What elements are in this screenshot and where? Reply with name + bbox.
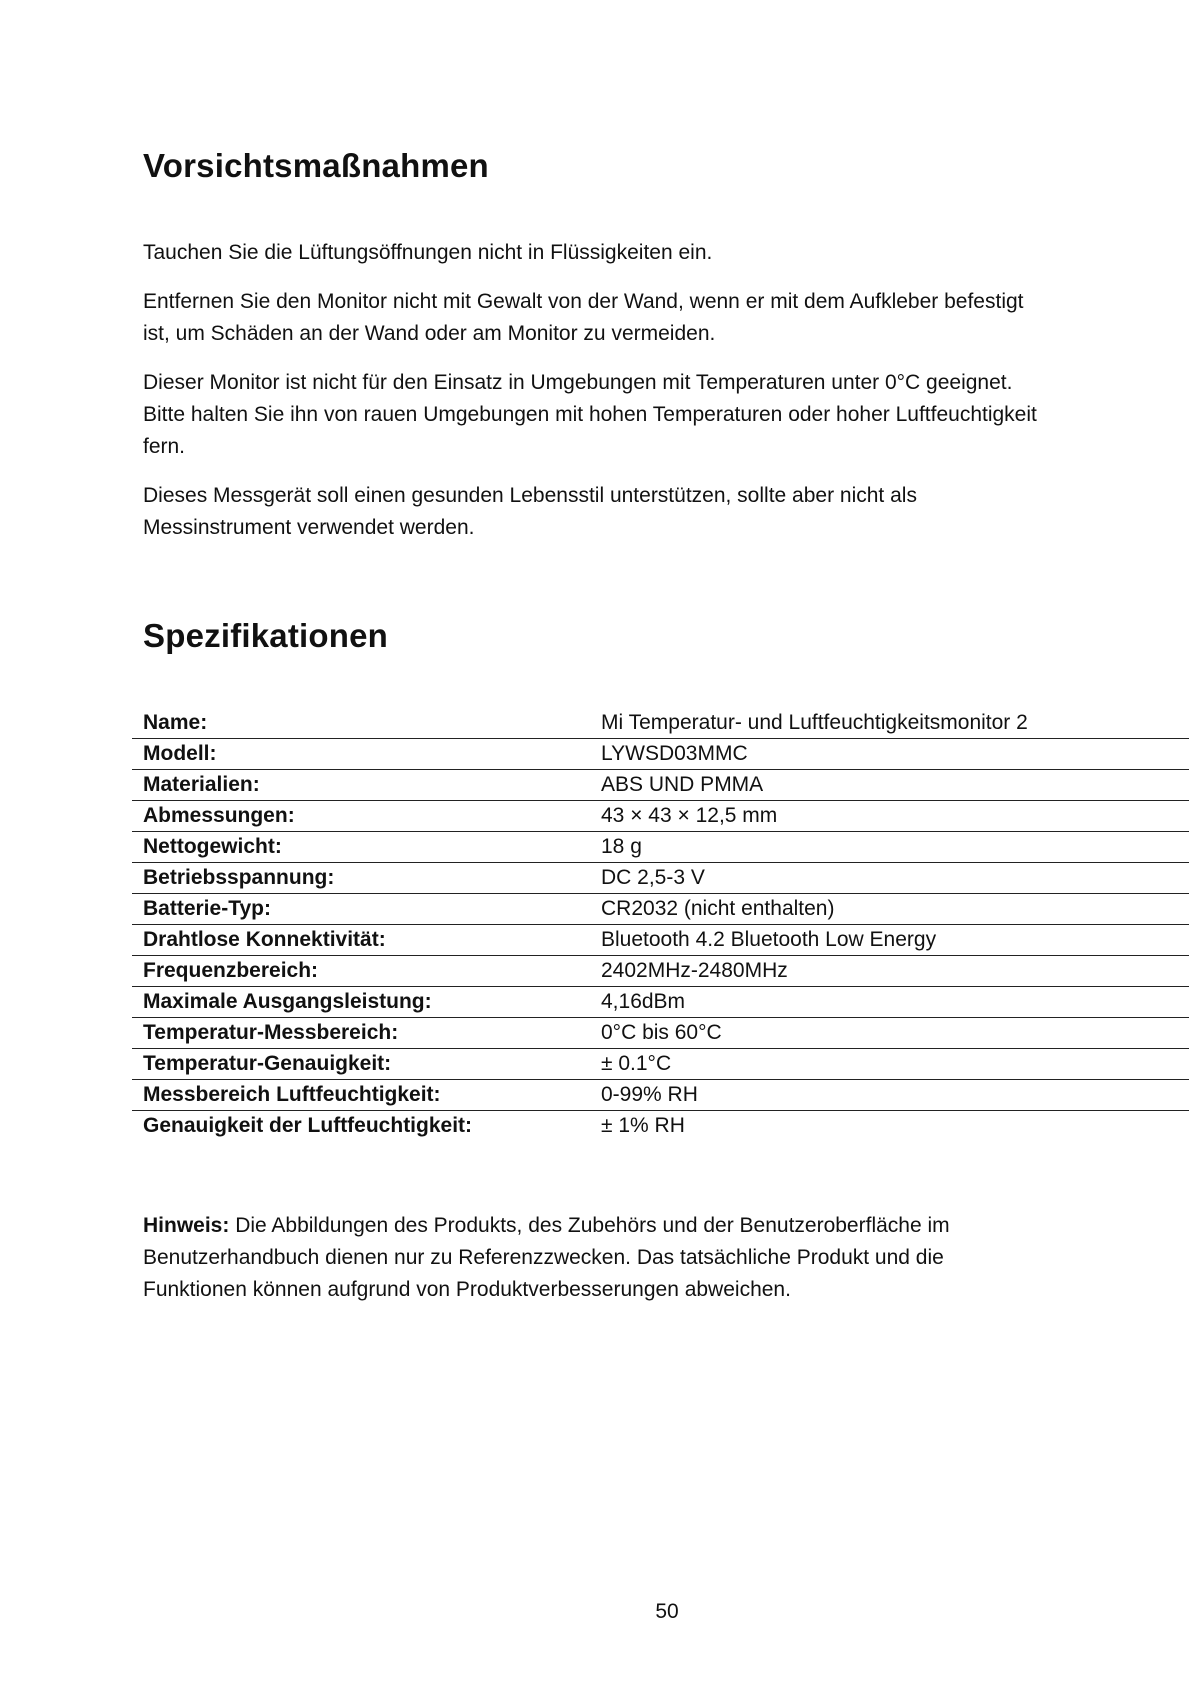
spec-value: Mi Temperatur- und Luftfeuchtigkeitsmonitor 2 bbox=[601, 711, 1028, 734]
table-row bbox=[132, 739, 1189, 770]
table-row bbox=[132, 1049, 1189, 1080]
page-number: 50 bbox=[655, 1600, 679, 1623]
specifications-table bbox=[132, 708, 1189, 1141]
table-row bbox=[132, 1018, 1189, 1049]
table-row bbox=[132, 708, 1189, 739]
spec-value: 4,16dBm bbox=[601, 990, 686, 1013]
note-text: Die Abbildungen des Produkts, des Zubehörs und der Benutzeroberfläche im Benutzerhandbuch dienen nur zu Referenzzwecken. Das tatsächliche Produkt und die Funktionen können aufgrund von Produktverbesserungen abweichen. bbox=[143, 1214, 950, 1301]
note-label: Hinweis: bbox=[143, 1214, 230, 1237]
spec-label: Drahtlose Konnektivität: bbox=[143, 928, 386, 951]
precaution-paragraph: Tauchen Sie die Lüftungsöffnungen nicht in Flüssigkeiten ein. bbox=[143, 241, 713, 264]
spec-value: ± 0.1°C bbox=[601, 1052, 672, 1075]
table-row bbox=[132, 801, 1189, 832]
table-row bbox=[132, 956, 1189, 987]
precautions-heading: Vorsichtsmaßnahmen bbox=[143, 147, 489, 184]
spec-label: Temperatur-Messbereich: bbox=[143, 1021, 399, 1044]
spec-value: 18 g bbox=[601, 835, 642, 858]
spec-label: Batterie-Typ: bbox=[143, 897, 271, 920]
spec-label: Modell: bbox=[143, 742, 217, 765]
spec-label: Messbereich Luftfeuchtigkeit: bbox=[143, 1083, 441, 1106]
spec-label: Nettogewicht: bbox=[143, 835, 282, 858]
manual-page bbox=[143, 0, 1048, 1684]
spec-value: 0°C bis 60°C bbox=[601, 1021, 722, 1044]
spec-label: Temperatur-Genauigkeit: bbox=[143, 1052, 392, 1075]
table-row bbox=[132, 832, 1189, 863]
spec-value: 0-99% RH bbox=[601, 1083, 698, 1106]
precaution-paragraph: Dieser Monitor ist nicht für den Einsatz in Umgebungen mit Temperaturen unter 0°C geeignet. Bitte halten Sie ihn von rauen Umgebungen mit hohen Temperaturen oder hoher Luftfeuchtigkeit fern. bbox=[143, 371, 1037, 458]
table-row bbox=[132, 1111, 1189, 1142]
spec-label: Betriebsspannung: bbox=[143, 866, 335, 889]
table-row bbox=[132, 894, 1189, 925]
note-paragraph bbox=[143, 1210, 1048, 1306]
spec-label: Name: bbox=[143, 711, 208, 734]
table-row bbox=[132, 925, 1189, 956]
table-row bbox=[132, 770, 1189, 801]
spec-value: ± 1% RH bbox=[601, 1114, 685, 1137]
precautions-section bbox=[143, 237, 1048, 561]
specifications-heading: Spezifikationen bbox=[143, 617, 389, 654]
spec-value: DC 2,5-3 V bbox=[601, 866, 705, 889]
precaution-paragraph: Dieses Messgerät soll einen gesunden Lebensstil unterstützen, sollte aber nicht als Messinstrument verwendet werden. bbox=[143, 484, 917, 539]
spec-value: 43 × 43 × 12,5 mm bbox=[601, 804, 778, 827]
precaution-paragraph: Entfernen Sie den Monitor nicht mit Gewalt von der Wand, wenn er mit dem Aufkleber befestigt ist, um Schäden an der Wand oder am Monitor zu vermeiden. bbox=[143, 290, 1024, 345]
table-row bbox=[132, 987, 1189, 1018]
spec-value: CR2032 (nicht enthalten) bbox=[601, 897, 835, 920]
table-row bbox=[132, 863, 1189, 894]
table-row bbox=[132, 1080, 1189, 1111]
spec-value: Bluetooth 4.2 Bluetooth Low Energy bbox=[601, 928, 937, 951]
spec-label: Abmessungen: bbox=[143, 804, 295, 827]
spec-value: LYWSD03MMC bbox=[601, 742, 748, 765]
spec-label: Maximale Ausgangsleistung: bbox=[143, 990, 432, 1013]
spec-label: Materialien: bbox=[143, 773, 260, 796]
spec-label: Genauigkeit der Luftfeuchtigkeit: bbox=[143, 1114, 473, 1137]
spec-label: Frequenzbereich: bbox=[143, 959, 319, 982]
spec-value: ABS UND PMMA bbox=[601, 773, 764, 796]
spec-value: 2402MHz-2480MHz bbox=[601, 959, 788, 982]
